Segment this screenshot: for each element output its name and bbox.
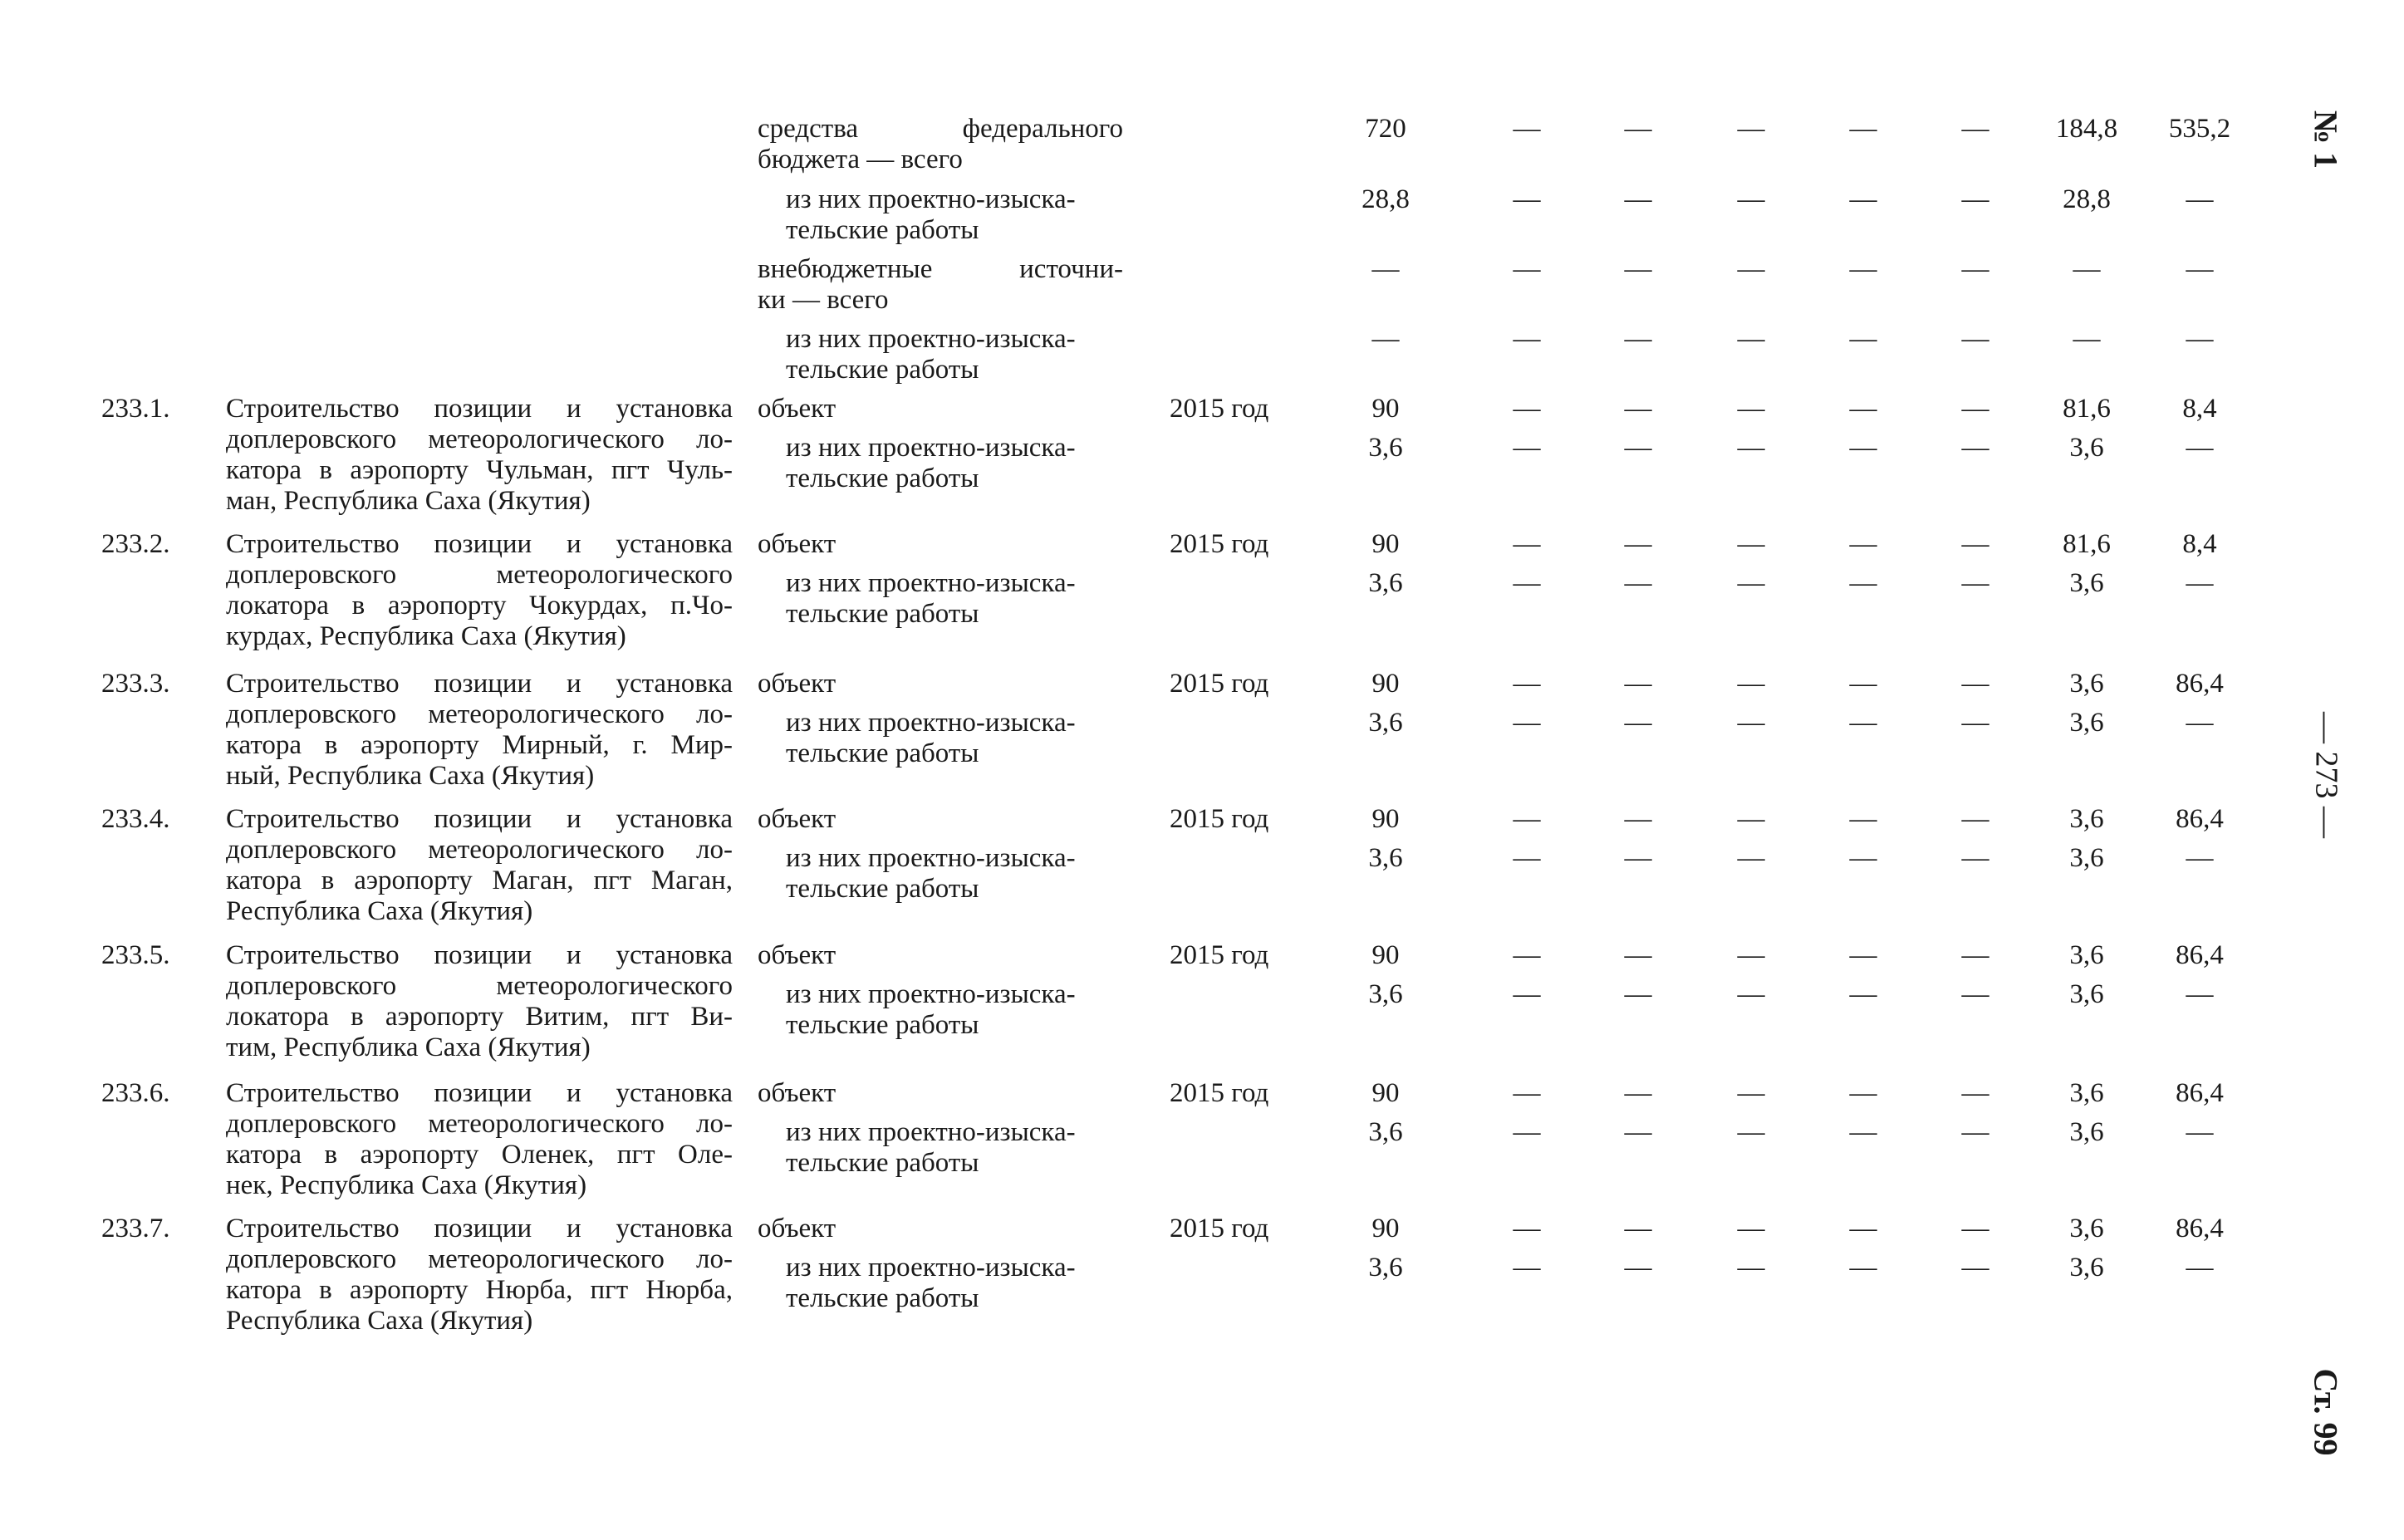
value-cell: — <box>1849 1078 1877 1108</box>
value-cell: — <box>1849 979 1877 1009</box>
value-cell: — <box>1849 529 1877 559</box>
title-line: Республика Саха (Якутия) <box>226 1306 533 1336</box>
value-cell: 90 <box>1371 804 1400 834</box>
title-line: доплеровского метеорологического ло- <box>226 1109 733 1139</box>
value-cell: — <box>2186 184 2214 214</box>
value-cell: 3,6 <box>1368 1117 1403 1147</box>
value-cell: — <box>2186 708 2214 738</box>
title-line: катора в аэропорту Мирный, г. Мир- <box>226 730 733 760</box>
value-cell: 3,6 <box>1368 979 1403 1009</box>
unit-label <box>758 1214 1123 1244</box>
value-cell: — <box>2186 433 2214 463</box>
label-line: из них проектно-изыска- <box>786 184 1076 214</box>
value-cell: — <box>1849 1253 1877 1283</box>
value-cell: — <box>1371 254 1400 284</box>
title-line: катора в аэропорту Маган, пгт Маган, <box>226 866 733 895</box>
value-cell: 90 <box>1371 669 1400 699</box>
item-year: 2015 год <box>1170 1214 1269 1243</box>
item-number: 233.1. <box>101 394 170 424</box>
label-line: тельские работы <box>786 1148 979 1178</box>
item-title <box>226 669 733 792</box>
value-cell: — <box>1961 804 1989 834</box>
label-line: из них проектно-изыска- <box>786 1117 1076 1147</box>
title-line: локатора в аэропорту Чокурдах, п.Чо- <box>226 591 733 620</box>
title-line: доплеровского метеорологического ло- <box>226 424 733 454</box>
value-cell: 81,6 <box>2063 394 2111 424</box>
value-cell: — <box>1961 940 1989 970</box>
title-line: Строительство позиции и установка <box>226 529 733 559</box>
value-cell: — <box>1624 394 1652 424</box>
label-line: тельские работы <box>786 355 979 385</box>
title-line: Строительство позиции и установка <box>226 1078 733 1108</box>
value-cell: — <box>1961 568 1989 598</box>
unit-text: объект <box>758 669 836 699</box>
title-line: доплеровского метеорологического ло- <box>226 699 733 729</box>
value-cell: — <box>1961 1214 1989 1243</box>
value-cell: — <box>2186 843 2214 873</box>
value-cell: — <box>2073 254 2101 284</box>
title-line: ман, Республика Саха (Якутия) <box>226 486 591 516</box>
unit-label <box>758 1078 1123 1109</box>
value-cell: 535,2 <box>2168 114 2231 144</box>
item-number: 233.2. <box>101 529 170 559</box>
value-cell: — <box>1849 1117 1877 1147</box>
value-cell: 86,4 <box>2176 1214 2224 1243</box>
value-cell: 90 <box>1371 529 1400 559</box>
value-cell: 3,6 <box>2069 568 2104 598</box>
value-cell: — <box>1737 843 1765 873</box>
label-line: тельские работы <box>786 1010 979 1040</box>
value-cell: 28,8 <box>2063 184 2111 214</box>
item-year: 2015 год <box>1170 940 1269 970</box>
value-cell: — <box>1849 254 1877 284</box>
subrow-label <box>758 979 1123 1041</box>
title-line: доплеровского метеорологического ло- <box>226 1244 733 1274</box>
label-line: тельские работы <box>786 599 979 629</box>
item-year: 2015 год <box>1170 804 1269 834</box>
value-cell: — <box>1513 324 1541 354</box>
value-cell: — <box>2186 1253 2214 1283</box>
label-line: внебюджетные источни- <box>758 254 1123 284</box>
title-line: катора в аэропорту Нюрба, пгт Нюрба, <box>226 1275 733 1305</box>
title-line: доплеровского метеорологического ло- <box>226 835 733 865</box>
title-line: Республика Саха (Якутия) <box>226 896 533 926</box>
row-label <box>758 324 1123 385</box>
value-cell: 3,6 <box>2069 843 2104 873</box>
unit-label <box>758 804 1123 835</box>
page-number: — 273 — <box>2308 712 2344 838</box>
unit-label <box>758 529 1123 560</box>
value-cell: — <box>1513 669 1541 699</box>
value-cell: — <box>1737 394 1765 424</box>
value-cell: — <box>1961 1117 1989 1147</box>
value-cell: 28,8 <box>1361 184 1410 214</box>
unit-label <box>758 940 1123 971</box>
label-line: из них проектно-изыска- <box>786 324 1076 354</box>
title-line: Строительство позиции и установка <box>226 804 733 834</box>
label-line: тельские работы <box>786 738 979 768</box>
value-cell: — <box>1624 1078 1652 1108</box>
value-cell: — <box>1513 804 1541 834</box>
value-cell: — <box>1737 529 1765 559</box>
value-cell: — <box>1961 324 1989 354</box>
item-title <box>226 804 733 927</box>
value-cell: — <box>1961 669 1989 699</box>
value-cell: — <box>1624 184 1652 214</box>
value-cell: — <box>1513 529 1541 559</box>
value-cell: — <box>1737 669 1765 699</box>
subrow-label <box>758 1117 1123 1179</box>
label-line: из них проектно-изыска- <box>786 708 1076 738</box>
item-number: 233.4. <box>101 804 170 834</box>
value-cell: — <box>1737 1078 1765 1108</box>
title-line: ный, Республика Саха (Якутия) <box>226 761 595 791</box>
item-title <box>226 394 733 517</box>
value-cell: — <box>1624 940 1652 970</box>
subrow-label <box>758 708 1123 769</box>
value-cell: — <box>1737 568 1765 598</box>
value-cell: — <box>1513 254 1541 284</box>
value-cell: — <box>1737 940 1765 970</box>
title-line: доплеровского метеорологического <box>226 560 733 590</box>
value-cell: — <box>1961 184 1989 214</box>
label-line: тельские работы <box>786 463 979 493</box>
value-cell: — <box>1849 114 1877 144</box>
title-line: доплеровского метеорологического <box>226 971 733 1001</box>
unit-text: объект <box>758 394 836 424</box>
value-cell: — <box>1737 1253 1765 1283</box>
value-cell: — <box>2186 979 2214 1009</box>
value-cell: — <box>1624 669 1652 699</box>
value-cell: — <box>1513 1078 1541 1108</box>
value-cell: 720 <box>1365 114 1406 144</box>
item-number: 233.3. <box>101 669 170 699</box>
value-cell: 8,4 <box>2182 529 2217 559</box>
label-line: из них проектно-изыска- <box>786 568 1076 598</box>
value-cell: — <box>1961 843 1989 873</box>
value-cell: — <box>1849 568 1877 598</box>
value-cell: — <box>1849 324 1877 354</box>
title-line: катора в аэропорту Чульман, пгт Чуль- <box>226 455 733 485</box>
item-title <box>226 1214 733 1336</box>
value-cell: — <box>1624 1117 1652 1147</box>
value-cell: — <box>2073 324 2101 354</box>
subrow-label <box>758 433 1123 494</box>
value-cell: 90 <box>1371 1214 1400 1243</box>
value-cell: — <box>1737 114 1765 144</box>
value-cell: — <box>1624 529 1652 559</box>
value-cell: 3,6 <box>2069 1214 2104 1243</box>
value-cell: — <box>1624 804 1652 834</box>
value-cell: — <box>1737 979 1765 1009</box>
title-line: тим, Республика Саха (Якутия) <box>226 1032 591 1062</box>
value-cell: 3,6 <box>1368 433 1403 463</box>
subrow-label <box>758 568 1123 630</box>
value-cell: — <box>1624 254 1652 284</box>
value-cell: — <box>1371 324 1400 354</box>
unit-text: объект <box>758 1214 836 1243</box>
value-cell: 3,6 <box>2069 669 2104 699</box>
item-year: 2015 год <box>1170 529 1269 559</box>
unit-label <box>758 669 1123 699</box>
unit-text: объект <box>758 804 836 834</box>
value-cell: — <box>1513 1214 1541 1243</box>
value-cell: — <box>1961 394 1989 424</box>
label-line: бюджета — всего <box>758 145 963 174</box>
value-cell: — <box>2186 568 2214 598</box>
value-cell: — <box>1849 394 1877 424</box>
row-label <box>758 184 1123 246</box>
item-year: 2015 год <box>1170 394 1269 424</box>
value-cell: — <box>1737 184 1765 214</box>
value-cell: — <box>1624 1214 1652 1243</box>
unit-text: объект <box>758 940 836 970</box>
item-number: 233.6. <box>101 1078 170 1108</box>
issue-number: № 1 <box>2307 110 2345 169</box>
item-number: 233.7. <box>101 1214 170 1243</box>
value-cell: 3,6 <box>2069 433 2104 463</box>
value-cell: — <box>1737 708 1765 738</box>
value-cell: 3,6 <box>2069 708 2104 738</box>
title-line: Строительство позиции и установка <box>226 1214 733 1243</box>
item-title <box>226 529 733 652</box>
value-cell: 3,6 <box>2069 1117 2104 1147</box>
value-cell: 86,4 <box>2176 669 2224 699</box>
value-cell: — <box>1849 940 1877 970</box>
subrow-label <box>758 1253 1123 1314</box>
value-cell: 3,6 <box>2069 940 2104 970</box>
title-line: Строительство позиции и установка <box>226 940 733 970</box>
title-line: локатора в аэропорту Витим, пгт Ви- <box>226 1002 733 1032</box>
item-number: 233.5. <box>101 940 170 970</box>
unit-text: объект <box>758 529 836 559</box>
label-line: ки — всего <box>758 285 889 315</box>
value-cell: 184,8 <box>2055 114 2118 144</box>
unit-label <box>758 394 1123 424</box>
value-cell: — <box>1849 184 1877 214</box>
value-cell: — <box>1961 114 1989 144</box>
unit-text: объект <box>758 1078 836 1108</box>
value-cell: — <box>1624 1253 1652 1283</box>
value-cell: — <box>1513 114 1541 144</box>
value-cell: — <box>1961 433 1989 463</box>
value-cell: — <box>1513 979 1541 1009</box>
value-cell: — <box>1737 254 1765 284</box>
label-line: из них проектно-изыска- <box>786 433 1076 463</box>
value-cell: — <box>1849 708 1877 738</box>
value-cell: 3,6 <box>1368 568 1403 598</box>
value-cell: — <box>1513 1117 1541 1147</box>
value-cell: — <box>1513 940 1541 970</box>
value-cell: — <box>2186 254 2214 284</box>
value-cell: — <box>1513 1253 1541 1283</box>
value-cell: 3,6 <box>1368 708 1403 738</box>
value-cell: — <box>1849 804 1877 834</box>
item-year: 2015 год <box>1170 1078 1269 1108</box>
title-line: курдах, Республика Саха (Якутия) <box>226 621 626 651</box>
value-cell: — <box>1849 843 1877 873</box>
item-year: 2015 год <box>1170 669 1269 699</box>
value-cell: 3,6 <box>2069 979 2104 1009</box>
label-line: средства федерального <box>758 114 1123 144</box>
value-cell: — <box>1513 433 1541 463</box>
item-title <box>226 1078 733 1201</box>
value-cell: — <box>1961 1253 1989 1283</box>
row-label <box>758 254 1123 316</box>
value-cell: — <box>1624 433 1652 463</box>
value-cell: — <box>1513 184 1541 214</box>
value-cell: — <box>1961 254 1989 284</box>
value-cell: — <box>1849 433 1877 463</box>
value-cell: — <box>2186 324 2214 354</box>
title-line: Строительство позиции и установка <box>226 394 733 424</box>
value-cell: 86,4 <box>2176 804 2224 834</box>
title-line: катора в аэропорту Оленек, пгт Оле- <box>226 1140 733 1170</box>
value-cell: 3,6 <box>2069 1253 2104 1283</box>
value-cell: — <box>1961 979 1989 1009</box>
title-line: Строительство позиции и установка <box>226 669 733 699</box>
label-line: из них проектно-изыска- <box>786 843 1076 873</box>
label-line: тельские работы <box>786 215 979 245</box>
label-line: из них проектно-изыска- <box>786 979 1076 1009</box>
value-cell: — <box>1624 114 1652 144</box>
value-cell: — <box>1513 568 1541 598</box>
subrow-label <box>758 843 1123 905</box>
value-cell: — <box>1624 568 1652 598</box>
label-line: тельские работы <box>786 874 979 904</box>
value-cell: 3,6 <box>2069 804 2104 834</box>
value-cell: 3,6 <box>2069 1078 2104 1108</box>
item-title <box>226 940 733 1063</box>
value-cell: — <box>1624 324 1652 354</box>
value-cell: 8,4 <box>2182 394 2217 424</box>
row-label <box>758 114 1123 175</box>
value-cell: — <box>1737 804 1765 834</box>
value-cell: — <box>1849 669 1877 699</box>
value-cell: — <box>1513 708 1541 738</box>
label-line: из них проектно-изыска- <box>786 1253 1076 1283</box>
title-line: нек, Республика Саха (Якутия) <box>226 1170 587 1200</box>
value-cell: — <box>1961 1078 1989 1108</box>
value-cell: — <box>1624 979 1652 1009</box>
value-cell: 81,6 <box>2063 529 2111 559</box>
value-cell: — <box>1737 1214 1765 1243</box>
value-cell: — <box>1961 529 1989 559</box>
value-cell: — <box>1513 394 1541 424</box>
value-cell: — <box>1513 843 1541 873</box>
label-line: тельские работы <box>786 1283 979 1313</box>
value-cell: — <box>1737 1117 1765 1147</box>
value-cell: 90 <box>1371 1078 1400 1108</box>
value-cell: 86,4 <box>2176 1078 2224 1108</box>
value-cell: 90 <box>1371 940 1400 970</box>
value-cell: — <box>1624 843 1652 873</box>
value-cell: — <box>1624 708 1652 738</box>
value-cell: 90 <box>1371 394 1400 424</box>
value-cell: 3,6 <box>1368 1253 1403 1283</box>
value-cell: — <box>1737 433 1765 463</box>
value-cell: — <box>1961 708 1989 738</box>
value-cell: 3,6 <box>1368 843 1403 873</box>
value-cell: — <box>1737 324 1765 354</box>
value-cell: — <box>2186 1117 2214 1147</box>
value-cell: 86,4 <box>2176 940 2224 970</box>
article-number: Ст. 99 <box>2307 1368 2345 1456</box>
value-cell: — <box>1849 1214 1877 1243</box>
